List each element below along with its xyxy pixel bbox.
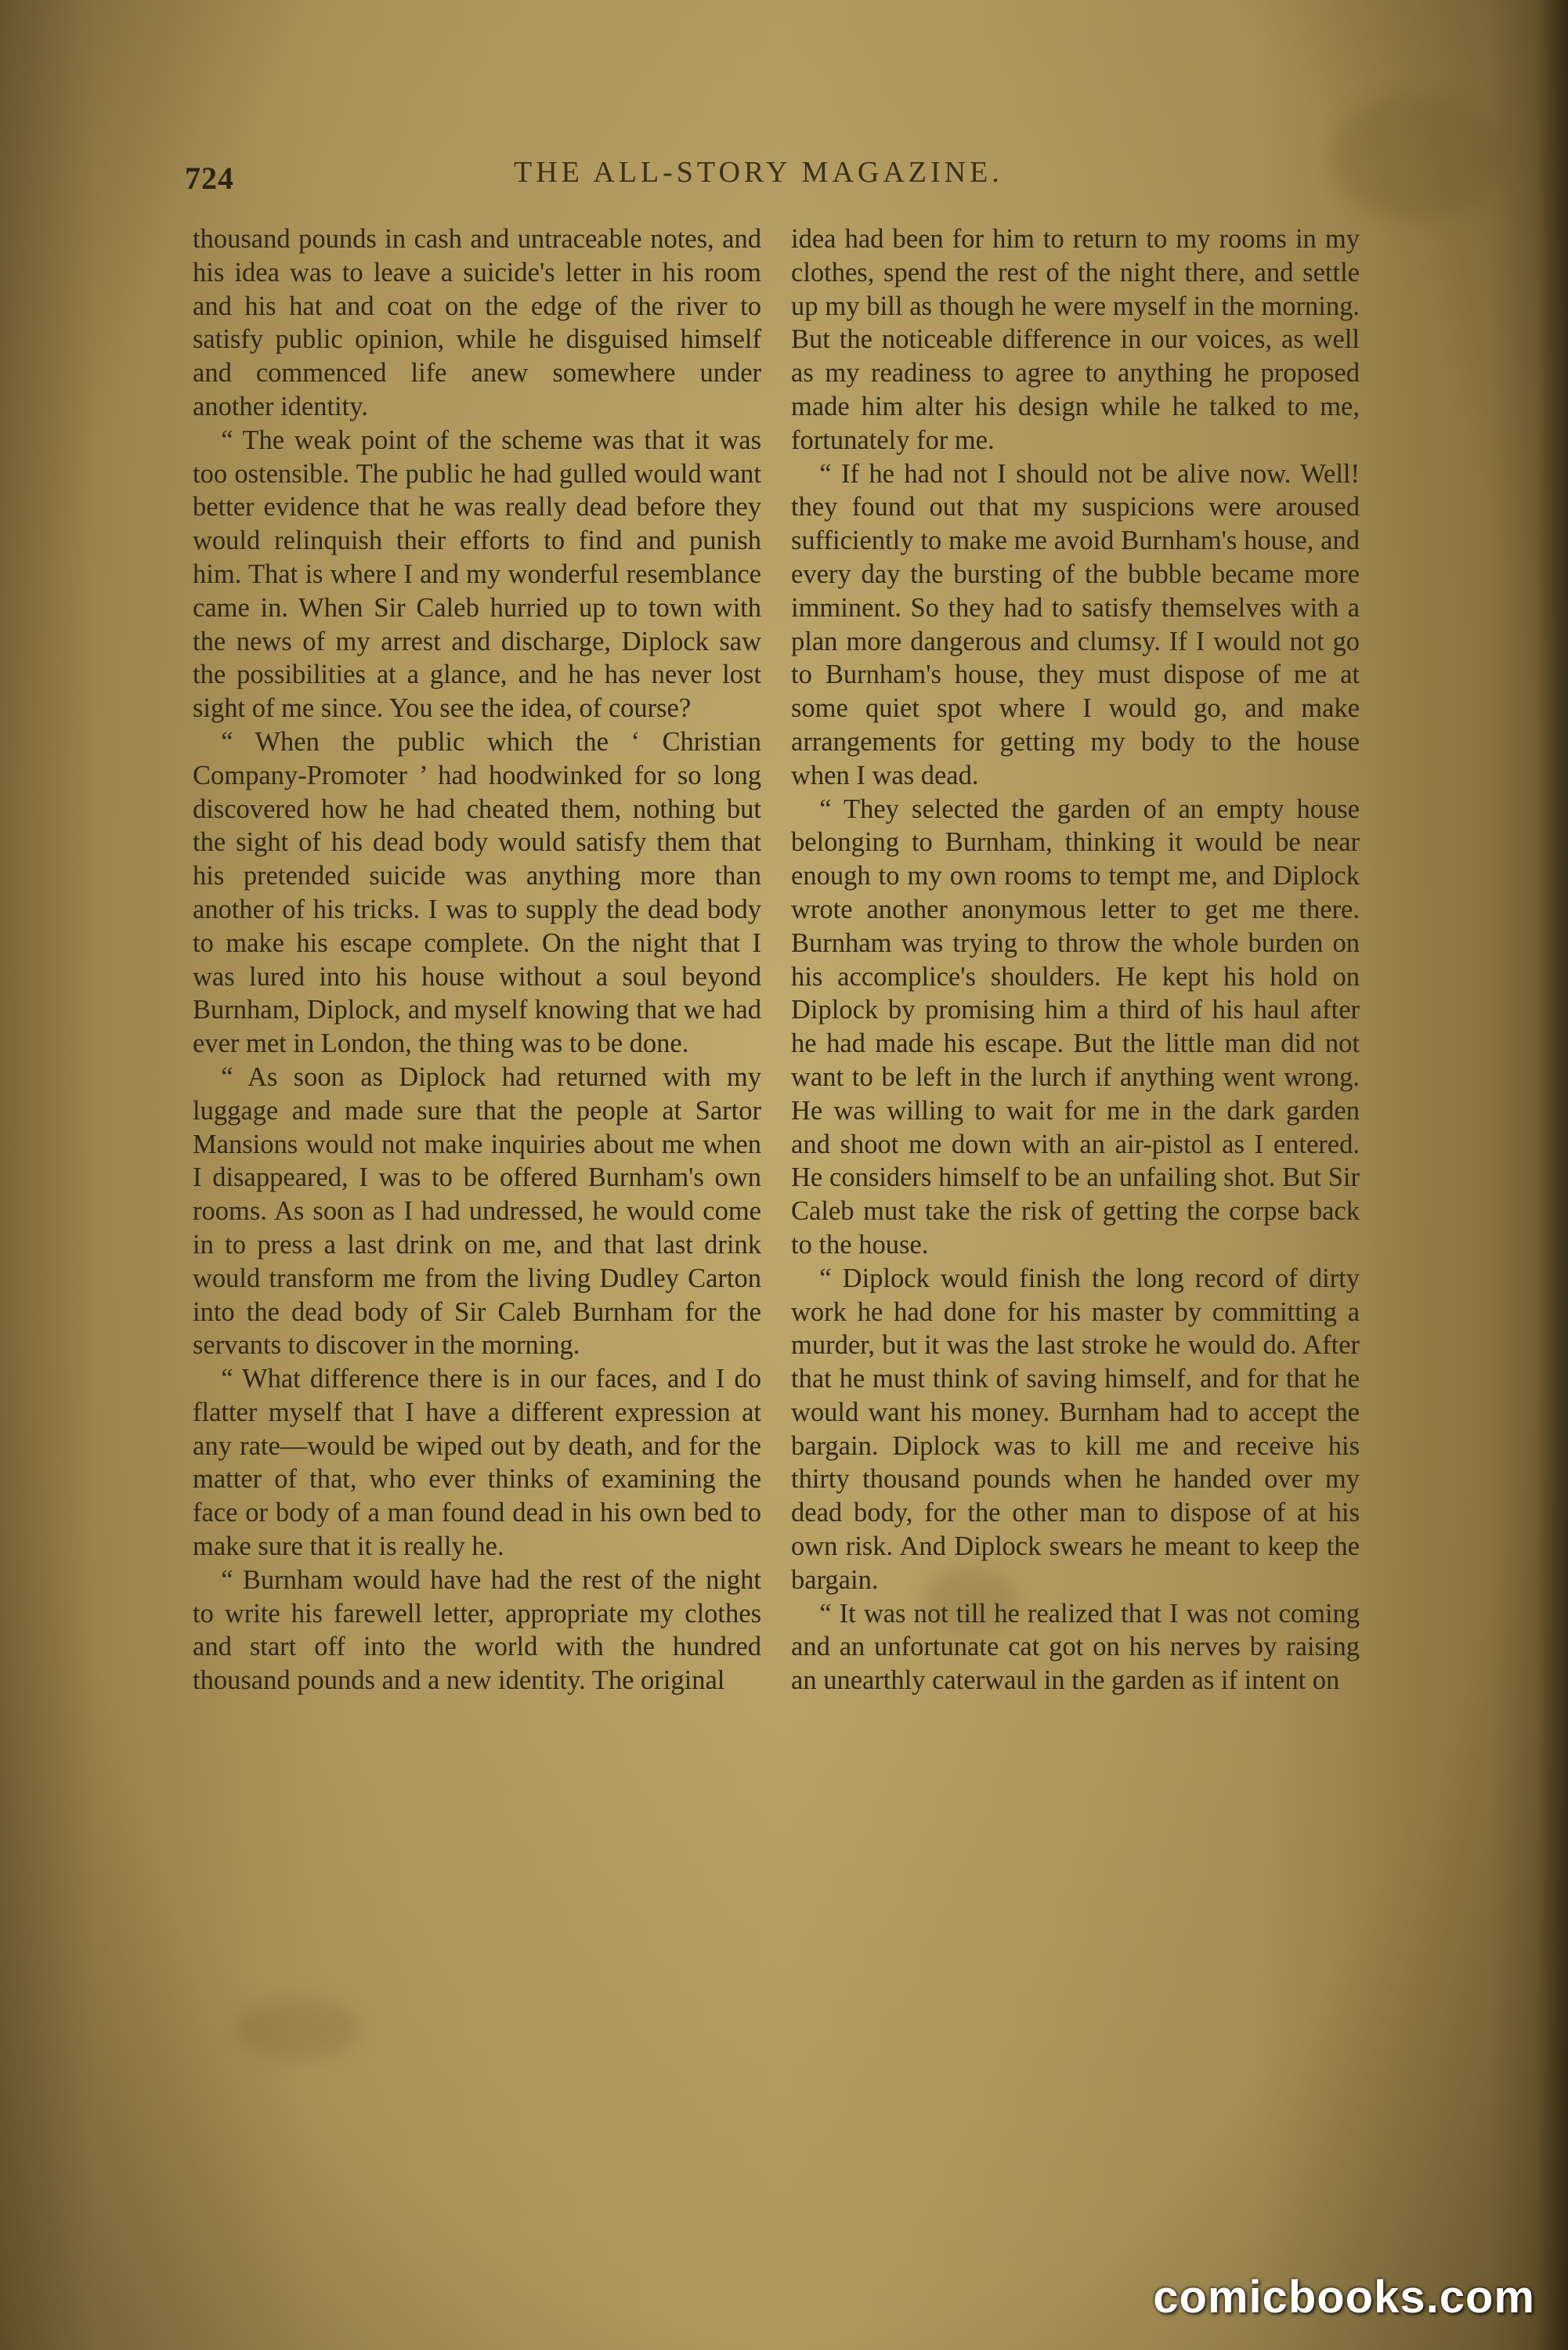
page-header: [185, 154, 1407, 201]
right-text-column: [791, 222, 1360, 1697]
paragraph: “ Diplock would finish the long record of dirty work he had done for his master by committing a murder, but it was the last stroke he would do. After that he must think of saving himself, and for that he would want his money. Burnham had to accept the bargain. Diplock was to kill me and receive his thirty thousand pounds when he handed over my dead body, for the other man to dispose of at his own risk. And Diplock swears he meant to keep the bargain.: [791, 1263, 1360, 1595]
paragraph: “ When the public which the ‘ Christian Company-Promoter ’ had hoodwinked for so long discovered how he had cheated them, nothing but the sight of his dead body would satisfy them that his pretended suicide was anything more than another of his tricks. I was to supply the dead body to make his escape complete. On the night that I was lured into his house without a soul beyond Burnham, Diplock, and myself knowing that we had ever met in London, the thing was to be done.: [193, 726, 761, 1059]
page-edge-shadow: [1537, 0, 1568, 2350]
paragraph: “ Burnham would have had the rest of the night to write his farewell letter, appropriate my clothes and start off into the world with the hundred thousand pounds and a new identity. The original: [193, 1564, 761, 1696]
paragraph: “ As soon as Diplock had returned with my luggage and made sure that the people at Sartor Mansions would not make inquiries about me when I disappeared, I was to be offered Burnham's own rooms. As soon as I had undressed, he would come in to press a last drink on me, and that last drink would transform me from the living Dudley Carton into the dead body of Sir Caleb Burnham for the servants to discover in the morning.: [193, 1061, 761, 1361]
paragraph: “ The weak point of the scheme was that it was too ostensible. The public he had gulled would want better evidence that he was really dead before they would relinquish their efforts to find and punish him. That is where I and my wonderful resemblance came in. When Sir Caleb hurried up to town with the news of my arrest and discharge, Diplock saw the possibilities at a glance, and he has never lost sight of me since. You see the idea, of course?: [193, 425, 761, 724]
watermark-logo: comicbooks.com: [1153, 2272, 1535, 2323]
paragraph: “ If he had not I should not be alive now. Well! they found out that my suspicions were aroused sufficiently to make me avoid Burnham's house, and every day the bursting of the bubble became more imminent. So they had to satisfy themselves with a plan more dangerous and clumsy. If I would not go to Burnham's house, they must dispose of me at some quiet spot where I would go, and make arrangements for getting my body to the house when I was dead.: [791, 458, 1360, 790]
paragraph: idea had been for him to return to my rooms in my clothes, spend the rest of the night there, and settle up my bill as though he were myself in the morning. But the noticeable difference in our voices, as well as my readiness to agree to anything he proposed made him alter his design while he talked to me, fortunately for me.: [791, 224, 1360, 455]
paper-stain: [235, 1998, 360, 2060]
paragraph: thousand pounds in cash and untraceable notes, and his idea was to leave a suicide's letter in his room and his hat and coat on the edge of the river to satisfy public opinion, while he disguised himself and commenced life anew somewhere under another identity.: [193, 224, 761, 421]
paragraph: “ They selected the garden of an empty house belonging to Burnham, thinking it would be near enough to my own rooms to tempt me, and Diplock wrote another anonymous letter to get me there. Burnham was trying to throw the whole burden on his accomplice's shoulders. He kept his hold on Diplock by promising him a third of his haul after he had made his escape. But the little man did not want to be left in the lurch if anything went wrong. He was willing to wait for me in the dark garden and shoot me down with an air-pistol as I entered. He considers himself to be an unfailing shot. But Sir Caleb must take the risk of getting the corpse back to the house.: [791, 794, 1360, 1260]
left-text-column: [193, 222, 761, 1697]
paragraph: “ It was not till he realized that I was not coming and an unfortunate cat got on his nerves by raising an unearthly caterwaul in the garden as if intent on: [791, 1598, 1360, 1696]
page-number: 724: [185, 161, 234, 196]
paragraph: “ What difference there is in our faces, and I do flatter myself that I have a different expression at any rate—would be wiped out by death, and for the matter of that, who ever thinks of examining the face or body of a man found dead in his own bed to make sure that it is really he.: [193, 1364, 761, 1562]
running-head-title: THE ALL-STORY MAGAZINE.: [514, 156, 1003, 189]
